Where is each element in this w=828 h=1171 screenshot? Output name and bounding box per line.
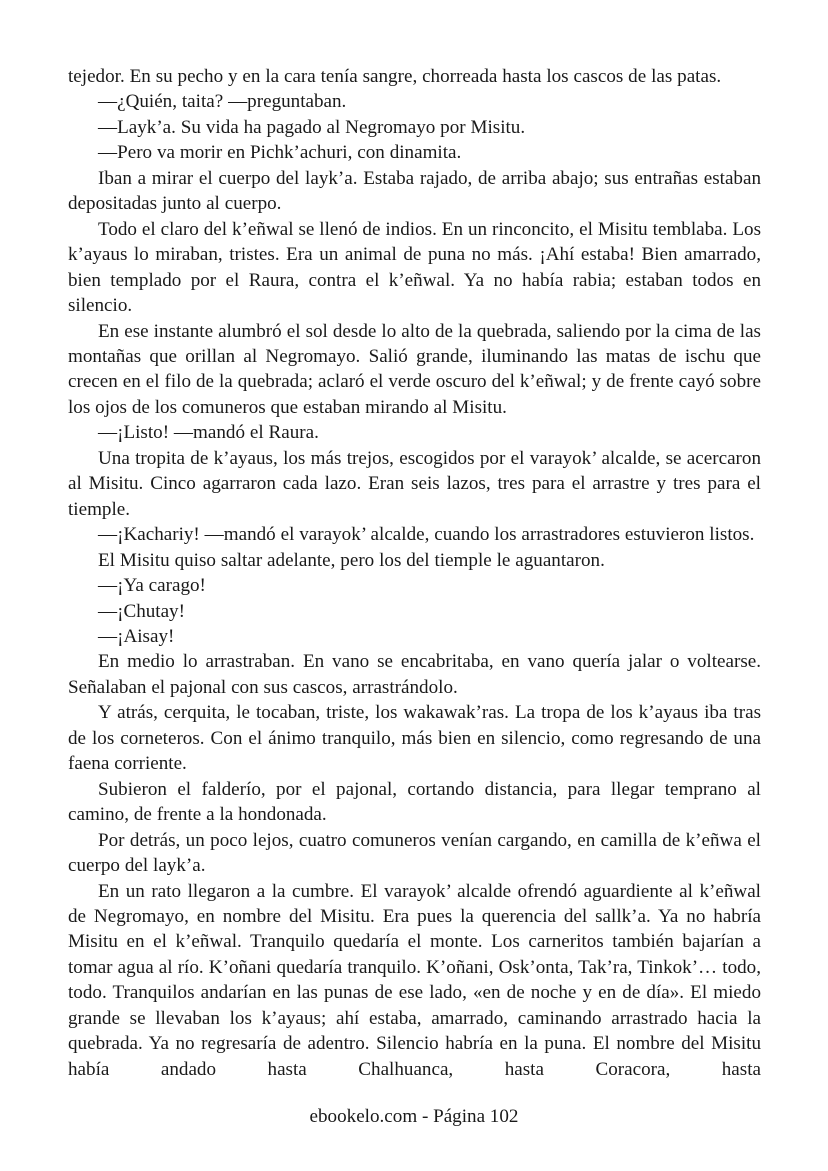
dialogue-line: —¡Listo! —mandó el Raura.: [98, 422, 319, 444]
page-footer: [0, 1104, 828, 1129]
dialogue-line: —¡Ya carago!: [98, 575, 206, 597]
dialogue-line: —¡Chutay!: [98, 600, 185, 622]
footer-text: ebookelo.com - Página 102: [309, 1106, 519, 1127]
paragraph-continuation: tejedor. En su pecho y en la cara tenía sangre, chorreada hasta los cascos de las patas.: [68, 66, 722, 87]
paragraph: —¡Kachariy! —mandó el varayok’ alcalde, cuando los arrastradores estuvieron listos.: [98, 524, 755, 546]
paragraph: Una tropita de k’ayaus, los más trejos, escogidos por el varayok’ alcalde, se acercaron al Misitu. Cinco agarraron cada lazo. Eran seis lazos, tres para el arrastre y tres para el tiemple.: [68, 447, 761, 520]
paragraph-runon: En un rato llegaron a la cumbre. El varayok’ alcalde ofrendó aguardiente al k’eñwal de Negromayo, en nombre del Misitu. Era pues la querencia del sallk’a. Ya no habría Misitu en el k’eñwal. Tranquilo quedaría el monte. Los carneritos también bajarían a tomar agua al río. K’oñani quedaría tranquilo. K’oñani, Osk’onta, Tak’ra, Tinkok’… todo, todo. Tranquilos andarían en las punas de ese lado, «en de noche y en de día». El miedo grande se llevaban los k’ayaus; ahí estaba, amarrado, caminando arrastrado hacia la quebrada. Ya no regresaría de adentro. Silencio habría en la puna. El nombre del Misitu había andado hasta Chalhuanca, hasta Coracora, hasta: [68, 880, 761, 1080]
paragraph: Y atrás, cerquita, le tocaban, triste, los wakawak’ras. La tropa de los k’ayaus iba tras de los corneteros. Con el ánimo tranquilo, más bien en silencio, como regresando de una faena corriente.: [68, 702, 761, 775]
paragraph: En ese instante alumbró el sol desde lo alto de la quebrada, saliendo por la cima de las montañas que orillan al Negromayo. Salió grande, iluminando las matas de ischu que crecen en el filo de la quebrada; aclaró el verde oscuro del k’eñwal; y de frente cayó sobre los ojos de los comuneros que estaban mirando al Misitu.: [68, 320, 761, 418]
paragraph: Iban a mirar el cuerpo del layk’a. Estaba rajado, de arriba abajo; sus entrañas estaban depositadas junto al cuerpo.: [68, 167, 761, 215]
dialogue-line: —Pero va morir en Pichk’achuri, con dinamita.: [98, 142, 462, 164]
paragraph: En medio lo arrastraban. En vano se encabritaba, en vano quería jalar o voltearse. Señalaban el pajonal con sus cascos, arrastrándolo.: [68, 651, 761, 698]
dialogue-line: —¡Aisay!: [98, 625, 175, 647]
page-text-body: [68, 64, 761, 1108]
paragraph: Por detrás, un poco lejos, cuatro comuneros venían cargando, en camilla de k’eñwa el cuerpo del layk’a.: [68, 829, 761, 877]
paragraph: El Misitu quiso saltar adelante, pero los del tiemple le aguantaron.: [98, 549, 605, 571]
dialogue-line: —Layk’a. Su vida ha pagado al Negromayo por Misitu.: [98, 116, 526, 138]
paragraph: Subieron el falderío, por el pajonal, cortando distancia, para llegar temprano al camino, de frente a la hondonada.: [68, 778, 761, 826]
paragraph: Todo el claro del k’eñwal se llenó de indios. En un rinconcito, el Misitu temblaba. Los k’ayaus lo miraban, tristes. Era un animal de puna no más. ¡Ahí estaba! Bien amarrado, bien templado por el Raura, contra el k’eñwal. Ya no había rabia; estaban todos en silencio.: [68, 218, 761, 317]
dialogue-line: —¿Quién, taita? —preguntaban.: [98, 91, 347, 113]
